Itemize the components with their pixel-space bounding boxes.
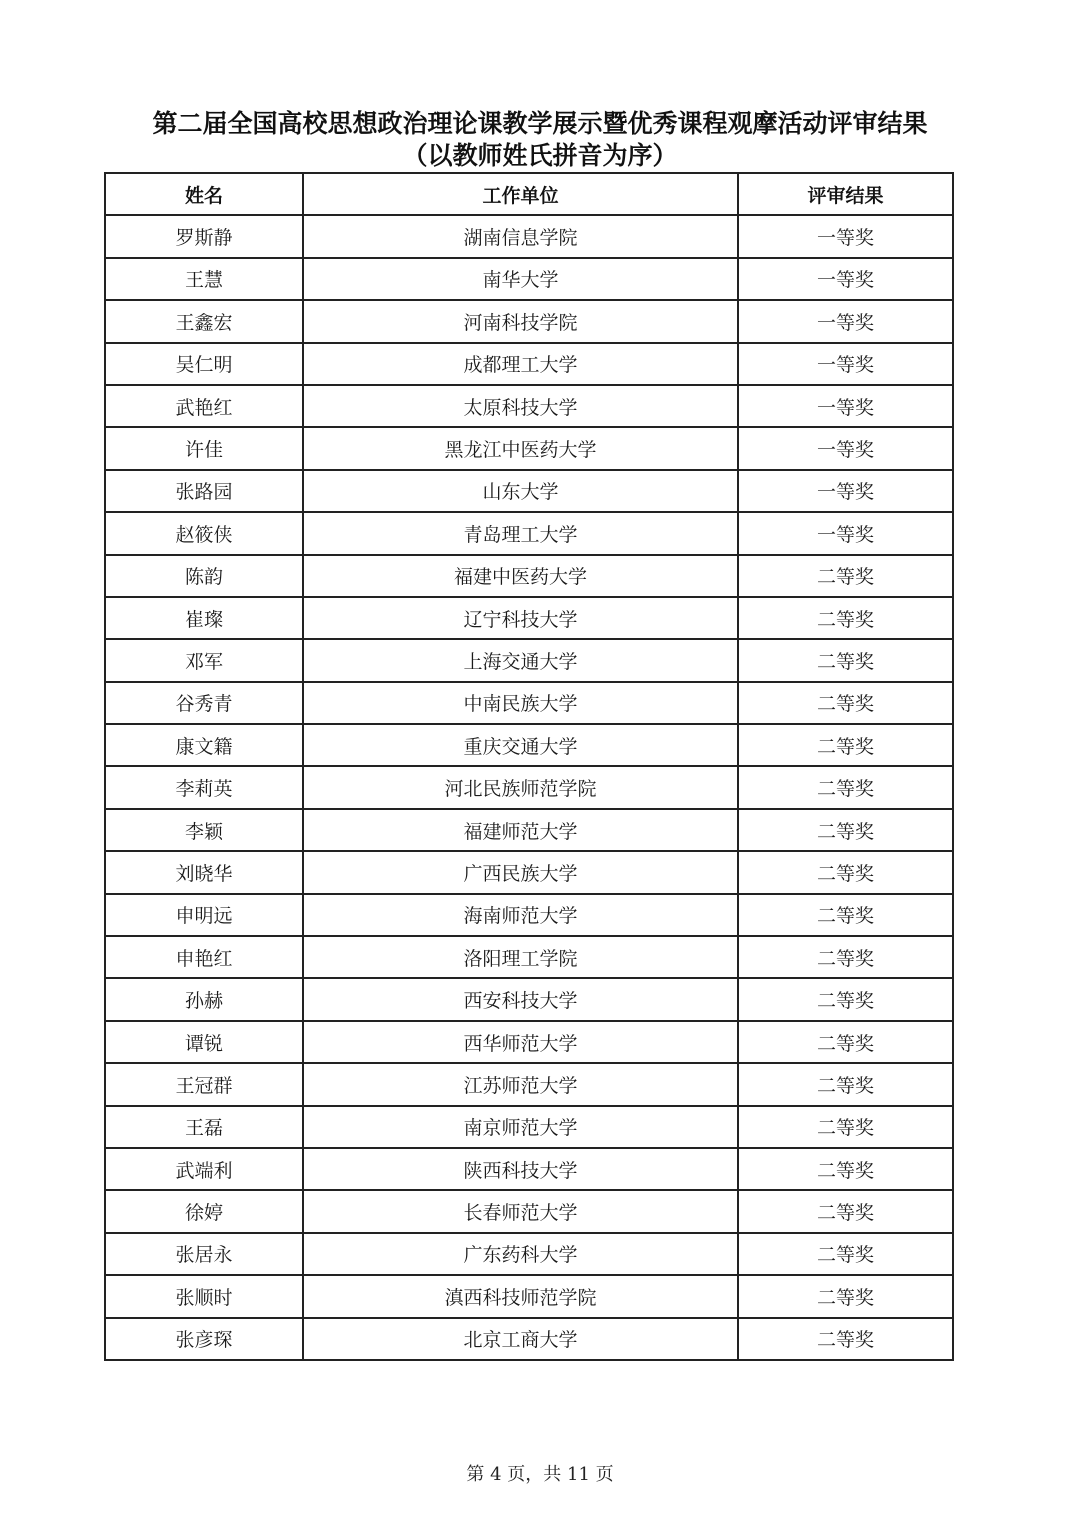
cell-result: 二等奖 [738, 894, 953, 936]
cell-unit: 河南科技学院 [303, 300, 738, 342]
cell-unit: 广东药科大学 [303, 1233, 738, 1275]
cell-name: 王磊 [105, 1106, 303, 1148]
cell-result: 二等奖 [738, 809, 953, 851]
cell-unit: 海南师范大学 [303, 894, 738, 936]
cell-result: 一等奖 [738, 512, 953, 554]
cell-result: 二等奖 [738, 1063, 953, 1105]
cell-result: 一等奖 [738, 470, 953, 512]
cell-unit: 西安科技大学 [303, 978, 738, 1020]
table-row [105, 1318, 953, 1360]
table-row [105, 343, 953, 385]
cell-unit: 福建师范大学 [303, 809, 738, 851]
table-row [105, 427, 953, 469]
cell-unit: 重庆交通大学 [303, 724, 738, 766]
table-row [105, 300, 953, 342]
cell-result: 二等奖 [738, 555, 953, 597]
header-result: 评审结果 [738, 173, 953, 215]
cell-result: 二等奖 [738, 682, 953, 724]
cell-name: 罗斯静 [105, 215, 303, 257]
table-row [105, 978, 953, 1020]
cell-unit: 黑龙江中医药大学 [303, 427, 738, 469]
cell-name: 王鑫宏 [105, 300, 303, 342]
cell-name: 申艳红 [105, 936, 303, 978]
cell-result: 二等奖 [738, 597, 953, 639]
table-row [105, 258, 953, 300]
cell-name: 李颖 [105, 809, 303, 851]
cell-result: 二等奖 [738, 936, 953, 978]
cell-unit: 上海交通大学 [303, 639, 738, 681]
cell-result: 二等奖 [738, 1106, 953, 1148]
table-row [105, 597, 953, 639]
cell-name: 申明远 [105, 894, 303, 936]
cell-name: 王冠群 [105, 1063, 303, 1105]
cell-unit: 南京师范大学 [303, 1106, 738, 1148]
cell-name: 陈韵 [105, 555, 303, 597]
cell-name: 康文籍 [105, 724, 303, 766]
table-row [105, 809, 953, 851]
page-number: 第 4 页，共 11 页 [466, 1464, 614, 1485]
table-row [105, 215, 953, 257]
cell-result: 二等奖 [738, 724, 953, 766]
cell-name: 张居永 [105, 1233, 303, 1275]
cell-result: 二等奖 [738, 1318, 953, 1360]
table-header-row [105, 173, 953, 215]
cell-result: 二等奖 [738, 766, 953, 808]
cell-result: 一等奖 [738, 215, 953, 257]
cell-name: 张彦琛 [105, 1318, 303, 1360]
table-row [105, 470, 953, 512]
table-row [105, 1063, 953, 1105]
cell-name: 张顺时 [105, 1275, 303, 1317]
table-row [105, 512, 953, 554]
cell-name: 王慧 [105, 258, 303, 300]
cell-result: 一等奖 [738, 343, 953, 385]
cell-unit: 广西民族大学 [303, 851, 738, 893]
cell-unit: 山东大学 [303, 470, 738, 512]
cell-unit: 湖南信息学院 [303, 215, 738, 257]
cell-unit: 滇西科技师范学院 [303, 1275, 738, 1317]
cell-result: 二等奖 [738, 1275, 953, 1317]
cell-unit: 中南民族大学 [303, 682, 738, 724]
cell-result: 一等奖 [738, 385, 953, 427]
table-row [105, 724, 953, 766]
cell-unit: 成都理工大学 [303, 343, 738, 385]
cell-unit: 长春师范大学 [303, 1190, 738, 1232]
table-row [105, 766, 953, 808]
document-subtitle: （以教师姓氏拼音为序） [402, 141, 678, 170]
header-unit: 工作单位 [303, 173, 738, 215]
cell-result: 二等奖 [738, 1190, 953, 1232]
table-row [105, 1148, 953, 1190]
cell-unit: 福建中医药大学 [303, 555, 738, 597]
table-row [105, 682, 953, 724]
cell-unit: 江苏师范大学 [303, 1063, 738, 1105]
header-name: 姓名 [105, 173, 303, 215]
cell-name: 徐婷 [105, 1190, 303, 1232]
cell-result: 二等奖 [738, 1233, 953, 1275]
document-title: 第二届全国高校思想政治理论课教学展示暨优秀课程观摩活动评审结果 [152, 109, 928, 138]
table-row [105, 555, 953, 597]
table-row [105, 1233, 953, 1275]
table-row [105, 385, 953, 427]
cell-name: 孙赫 [105, 978, 303, 1020]
cell-name: 张路园 [105, 470, 303, 512]
cell-result: 一等奖 [738, 427, 953, 469]
cell-name: 武端利 [105, 1148, 303, 1190]
table-row [105, 1190, 953, 1232]
cell-result: 二等奖 [738, 639, 953, 681]
table-row [105, 851, 953, 893]
table-row [105, 936, 953, 978]
cell-name: 吴仁明 [105, 343, 303, 385]
cell-unit: 洛阳理工学院 [303, 936, 738, 978]
cell-name: 李莉英 [105, 766, 303, 808]
cell-result: 二等奖 [738, 1148, 953, 1190]
cell-unit: 北京工商大学 [303, 1318, 738, 1360]
cell-name: 谭锐 [105, 1021, 303, 1063]
cell-name: 崔璨 [105, 597, 303, 639]
cell-name: 刘晓华 [105, 851, 303, 893]
cell-name: 许佳 [105, 427, 303, 469]
table-row [105, 894, 953, 936]
cell-name: 赵筱侠 [105, 512, 303, 554]
table-row [105, 1021, 953, 1063]
cell-unit: 南华大学 [303, 258, 738, 300]
cell-result: 一等奖 [738, 300, 953, 342]
table-row [105, 1275, 953, 1317]
cell-result: 一等奖 [738, 258, 953, 300]
cell-name: 邓军 [105, 639, 303, 681]
cell-unit: 河北民族师范学院 [303, 766, 738, 808]
table-body [105, 215, 953, 1360]
cell-unit: 陕西科技大学 [303, 1148, 738, 1190]
cell-unit: 太原科技大学 [303, 385, 738, 427]
results-table [104, 172, 954, 1361]
table-row [105, 1106, 953, 1148]
cell-name: 武艳红 [105, 385, 303, 427]
cell-unit: 西华师范大学 [303, 1021, 738, 1063]
cell-result: 二等奖 [738, 1021, 953, 1063]
cell-unit: 青岛理工大学 [303, 512, 738, 554]
table-row [105, 639, 953, 681]
cell-result: 二等奖 [738, 851, 953, 893]
cell-unit: 辽宁科技大学 [303, 597, 738, 639]
cell-name: 谷秀青 [105, 682, 303, 724]
cell-result: 二等奖 [738, 978, 953, 1020]
